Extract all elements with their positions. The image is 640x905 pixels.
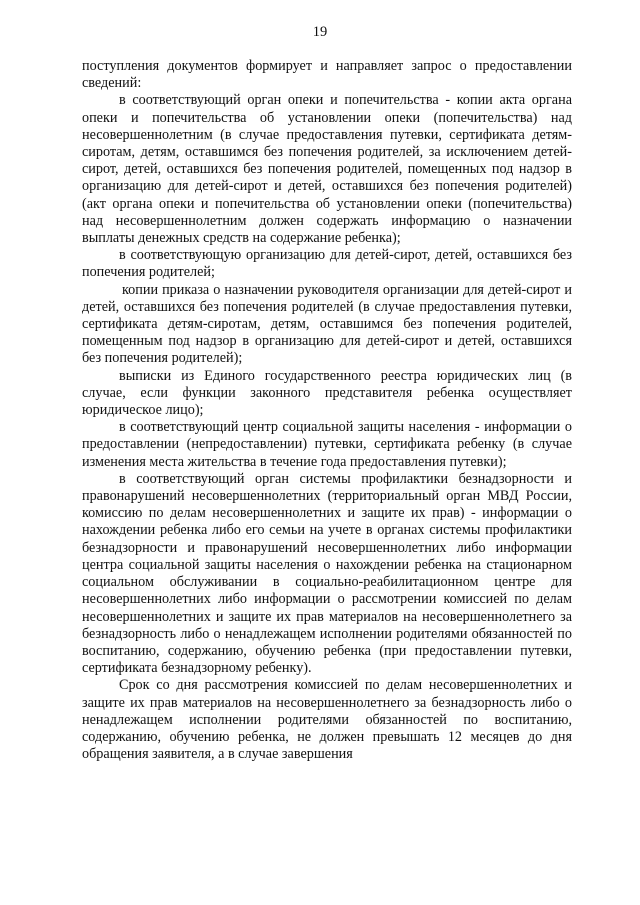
paragraph-legal-entity-register: выписки из Единого государственного реестра юридических лиц (в случае, если функции законного представителя ребенка осуществляет юридическое лицо); [82,367,572,419]
paragraph-orphan-organization-request: в соответствующую организацию для детей-сирот, детей, оставшихся без попечения родителей; [82,247,572,281]
paragraph-guardianship-request: в соответствующий орган опеки и попечительства - копии акта органа опеки и попечительства об установлении опеки (попечительства) над несовершеннолетним (в случае предоставления путевки, сертификата детям-сиротам, детям, оставшимся без попечения родителей, за исключением детей-сирот, детей, оставшихся без попечения родителей, помещенных под надзор в организацию для детей-сирот и детей, оставшихся без попечения родителей) (акт органа опеки и попечительства об установлении опеки (попечительства) над несовершеннолетним должен содержать информацию о назначении выплаты денежных средств на содержание ребенка); [82,92,572,247]
document-body [82,58,572,763]
paragraph-prevention-system-request: в соответствующий орган системы профилактики безнадзорности и правонарушений несовершеннолетних (территориальный орган МВД России, комиссию по делам несовершеннолетних и защите их прав) - информации о нахождении ребенка либо его семьи на учете в органах системы профилактики безнадзорности и правонарушений несовершеннолетних либо информации центра социальной защиты населения о нахождении ребенка на стационарном социальном обслуживании в социально-реабилитационном центре для несовершеннолетних либо информации о рассмотрении комиссией по делам несовершеннолетних и защите их прав материалов на несовершеннолетнего за безнадзорность либо о ненадлежащем исполнении родителями обязанностей по воспитанию, содержанию, обучению ребенка (при предоставлении путевки, сертификата безнадзорному ребенку). [82,470,572,677]
page-number: 19 [312,24,328,40]
paragraph-commission-term: Срок со дня рассмотрения комиссией по делам несовершеннолетних и защите их прав материалов на несовершеннолетнего за безнадзорность либо о ненадлежащем исполнении родителями обязанностей по воспитанию, содержанию, обучению ребенка, не должен превышать 12 месяцев до дня обращения заявителя, а в случае завершения [82,677,572,763]
paragraph-social-protection-center: в соответствующий центр социальной защиты населения - информации о предоставлении (непредоставлении) путевки, сертификата ребенку (в случае изменения места жительства в течение года предоставления путевки); [82,419,572,470]
paragraph-continuation: поступления документов формирует и направляет запрос о предоставлении сведений: [82,58,572,92]
paragraph-director-order-copy: копии приказа о назначении руководителя организации для детей-сирот и детей, оставшихся без попечения родителей (в случае предоставления путевки, сертификата детям-сиротам, детям, оставшимся без попечения родителей, помещенным под надзор в организацию для детей-сирот и детей, оставшихся без попечения родителей); [82,281,572,367]
